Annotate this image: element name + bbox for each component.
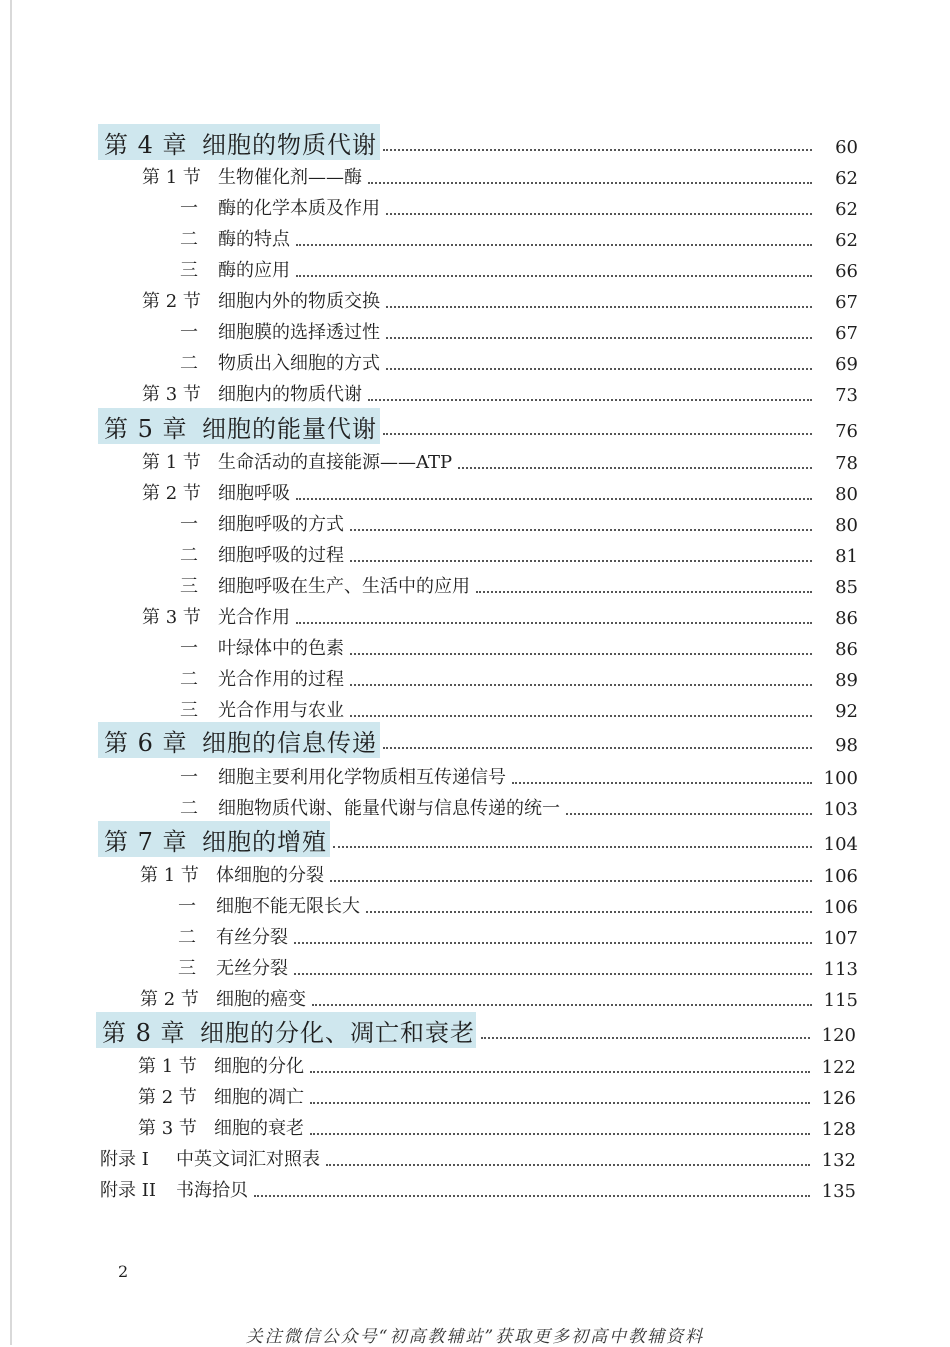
dot-leader: [383, 433, 812, 435]
subsection-label: 一: [180, 198, 198, 219]
subsection-label: 三: [180, 260, 198, 281]
subsection-page-number: 100: [823, 768, 858, 789]
section-title: 细胞内外的物质交换: [218, 291, 380, 312]
dot-leader: [296, 275, 812, 277]
toc-section[interactable]: [138, 1114, 856, 1140]
toc-section[interactable]: [142, 479, 858, 505]
section-page-number: 86: [835, 608, 858, 629]
subsection-page-number: 80: [835, 515, 858, 536]
dot-leader: [310, 1071, 810, 1073]
subsection-label: 三: [180, 700, 198, 721]
chapter-page-number: 98: [835, 735, 858, 756]
dot-leader: [296, 622, 812, 624]
dot-leader: [383, 747, 812, 749]
section-title: 细胞的癌变: [216, 989, 306, 1010]
dot-leader: [386, 368, 812, 370]
section-page-number: 67: [835, 292, 858, 313]
subsection-label: 一: [178, 896, 196, 917]
dot-leader: [333, 846, 812, 848]
subsection-title: 酶的特点: [218, 229, 290, 250]
subsection-title: 细胞主要利用化学物质相互传递信号: [218, 767, 506, 788]
chapter-title: 细胞的信息传递: [202, 729, 377, 757]
toc-subsection[interactable]: [180, 572, 858, 598]
subsection-label: 三: [178, 958, 196, 979]
section-label: 第 2 节: [138, 1087, 197, 1108]
section-page-number: 106: [823, 866, 858, 887]
dot-leader: [350, 715, 812, 717]
subsection-page-number: 107: [823, 928, 858, 949]
subsection-page-number: 66: [835, 261, 858, 282]
appendix-title: 书海拾贝: [176, 1180, 248, 1201]
dot-leader: [476, 591, 812, 593]
subsection-title: 光合作用与农业: [218, 700, 344, 721]
subsection-label: 二: [180, 353, 198, 374]
toc-subsection[interactable]: [180, 256, 858, 282]
subsection-title: 无丝分裂: [216, 958, 288, 979]
section-page-number: 78: [835, 453, 858, 474]
chapter-label: 第 8 章: [102, 1019, 186, 1047]
chapter-title: 细胞的分化、凋亡和衰老: [200, 1019, 475, 1047]
subsection-page-number: 92: [835, 701, 858, 722]
dot-leader: [330, 880, 812, 882]
dot-leader: [294, 973, 812, 975]
toc-chapter-5[interactable]: [98, 408, 858, 444]
appendix-page-number: 132: [821, 1150, 856, 1171]
section-label: 第 3 节: [142, 607, 201, 628]
dot-leader: [310, 1102, 810, 1104]
toc-subsection[interactable]: [180, 225, 858, 251]
subsection-page-number: 62: [835, 199, 858, 220]
section-title: 细胞的分化: [214, 1056, 304, 1077]
section-page-number: 115: [823, 990, 858, 1011]
section-page-number: 122: [821, 1057, 856, 1078]
subsection-label: 一: [180, 514, 198, 535]
section-label: 第 2 节: [142, 291, 201, 312]
dot-leader: [481, 1037, 810, 1039]
subsection-page-number: 62: [835, 230, 858, 251]
toc-subsection[interactable]: [180, 349, 858, 375]
toc-subsection[interactable]: [180, 794, 858, 820]
chapter-title: 细胞的增殖: [202, 828, 327, 856]
section-title: 光合作用: [218, 607, 290, 628]
dot-leader: [512, 782, 812, 784]
subsection-page-number: 81: [835, 546, 858, 567]
subsection-page-number: 103: [823, 799, 858, 820]
dot-leader: [458, 467, 812, 469]
dot-leader: [310, 1133, 810, 1135]
chapter-page-number: 76: [835, 421, 858, 442]
toc-subsection[interactable]: [180, 541, 858, 567]
toc-section[interactable]: [138, 1083, 856, 1109]
footer-watermark-text: 关注微信公众号“初高教辅站”获取更多初高中教辅资料: [245, 1327, 705, 1347]
subsection-title: 有丝分裂: [216, 927, 288, 948]
subsection-label: 一: [180, 638, 198, 659]
chapter-page-number: 104: [823, 834, 858, 855]
section-label: 第 3 节: [142, 384, 201, 405]
subsection-title: 酶的化学本质及作用: [218, 198, 380, 219]
toc-section[interactable]: [138, 1052, 856, 1078]
section-page-number: 126: [821, 1088, 856, 1109]
toc-chapter-7[interactable]: [98, 821, 858, 857]
subsection-label: 二: [180, 669, 198, 690]
dot-leader: [254, 1195, 810, 1197]
section-title: 体细胞的分裂: [216, 865, 324, 886]
subsection-page-number: 113: [823, 959, 858, 980]
appendix-label: 附录 II: [100, 1180, 156, 1201]
subsection-title: 细胞物质代谢、能量代谢与信息传递的统一: [218, 798, 560, 819]
toc-section[interactable]: [142, 163, 858, 189]
dot-leader: [296, 244, 812, 246]
subsection-title: 光合作用的过程: [218, 669, 344, 690]
dot-leader: [296, 498, 812, 500]
section-label: 第 2 节: [140, 989, 199, 1010]
chapter-label: 第 5 章: [104, 415, 188, 443]
dot-leader: [294, 942, 812, 944]
subsection-label: 一: [180, 322, 198, 343]
subsection-page-number: 89: [835, 670, 858, 691]
subsection-label: 二: [178, 927, 196, 948]
section-title: 细胞的衰老: [214, 1118, 304, 1139]
chapter-label: 第 4 章: [104, 131, 188, 159]
chapter-page-number: 120: [821, 1025, 856, 1046]
section-label: 第 1 节: [140, 865, 199, 886]
subsection-page-number: 69: [835, 354, 858, 375]
section-label: 第 1 节: [142, 167, 201, 188]
dot-leader: [386, 306, 812, 308]
subsection-page-number: 67: [835, 323, 858, 344]
chapter-page-number: 60: [835, 137, 858, 158]
subsection-label: 三: [180, 576, 198, 597]
section-label: 第 2 节: [142, 483, 201, 504]
dot-leader: [350, 560, 812, 562]
section-title: 细胞呼吸: [218, 483, 290, 504]
appendix-label: 附录 I: [100, 1149, 149, 1170]
chapter-label: 第 6 章: [104, 729, 188, 757]
section-label: 第 1 节: [138, 1056, 197, 1077]
toc-subsection[interactable]: [180, 634, 858, 660]
toc-section[interactable]: [142, 287, 858, 313]
subsection-title: 细胞呼吸的过程: [218, 545, 344, 566]
dot-leader: [368, 182, 812, 184]
dot-leader: [350, 684, 812, 686]
section-page-number: 62: [835, 168, 858, 189]
toc-subsection[interactable]: [180, 665, 858, 691]
subsection-title: 细胞膜的选择透过性: [218, 322, 380, 343]
section-label: 第 1 节: [142, 452, 201, 473]
dot-leader: [368, 399, 812, 401]
subsection-title: 细胞不能无限长大: [216, 896, 360, 917]
toc-appendix-1[interactable]: [100, 1145, 856, 1171]
subsection-title: 细胞呼吸的方式: [218, 514, 344, 535]
section-page-number: 80: [835, 484, 858, 505]
section-page-number: 73: [835, 385, 858, 406]
page-number: 2: [118, 1262, 129, 1281]
dot-leader: [386, 213, 812, 215]
toc-subsection[interactable]: [180, 763, 858, 789]
subsection-title: 酶的应用: [218, 260, 290, 281]
section-label: 第 3 节: [138, 1118, 197, 1139]
dot-leader: [366, 911, 812, 913]
subsection-page-number: 85: [835, 577, 858, 598]
toc-subsection[interactable]: [178, 923, 858, 949]
chapter-label: 第 7 章: [104, 828, 188, 856]
section-page-number: 128: [821, 1119, 856, 1140]
toc-subsection[interactable]: [180, 510, 858, 536]
toc-section[interactable]: [142, 603, 858, 629]
dot-leader: [312, 1004, 812, 1006]
toc-subsection[interactable]: [180, 194, 858, 220]
subsection-label: 二: [180, 229, 198, 250]
section-title: 生物催化剂——酶: [218, 167, 362, 188]
toc-chapter-6[interactable]: [98, 722, 858, 758]
toc-subsection[interactable]: [178, 954, 858, 980]
appendix-title: 中英文词汇对照表: [176, 1149, 320, 1170]
toc-section[interactable]: [140, 985, 858, 1011]
section-title: 生命活动的直接能源——ATP: [218, 452, 453, 473]
dot-leader: [566, 813, 812, 815]
subsection-page-number: 106: [823, 897, 858, 918]
toc-chapter-4[interactable]: [98, 124, 858, 160]
dot-leader: [386, 337, 812, 339]
chapter-title: 细胞的物质代谢: [202, 131, 377, 159]
section-title: 细胞内的物质代谢: [218, 384, 362, 405]
subsection-label: 二: [180, 798, 198, 819]
subsection-title: 细胞呼吸在生产、生活中的应用: [218, 576, 470, 597]
dot-leader: [326, 1164, 810, 1166]
toc-subsection[interactable]: [178, 892, 858, 918]
dot-leader: [350, 653, 812, 655]
toc-subsection[interactable]: [180, 318, 858, 344]
toc-section[interactable]: [142, 448, 858, 474]
subsection-page-number: 86: [835, 639, 858, 660]
subsection-title: 物质出入细胞的方式: [218, 353, 380, 374]
toc-section[interactable]: [142, 380, 858, 406]
subsection-label: 一: [180, 767, 198, 788]
chapter-title: 细胞的能量代谢: [202, 415, 377, 443]
section-title: 细胞的凋亡: [214, 1087, 304, 1108]
toc-chapter-8[interactable]: [96, 1012, 856, 1048]
dot-leader: [350, 529, 812, 531]
toc-section[interactable]: [140, 861, 858, 887]
toc-subsection[interactable]: [180, 696, 858, 722]
dot-leader: [383, 149, 812, 151]
toc-appendix-2[interactable]: [100, 1176, 856, 1202]
subsection-label: 二: [180, 545, 198, 566]
subsection-title: 叶绿体中的色素: [218, 638, 344, 659]
appendix-page-number: 135: [821, 1181, 856, 1202]
